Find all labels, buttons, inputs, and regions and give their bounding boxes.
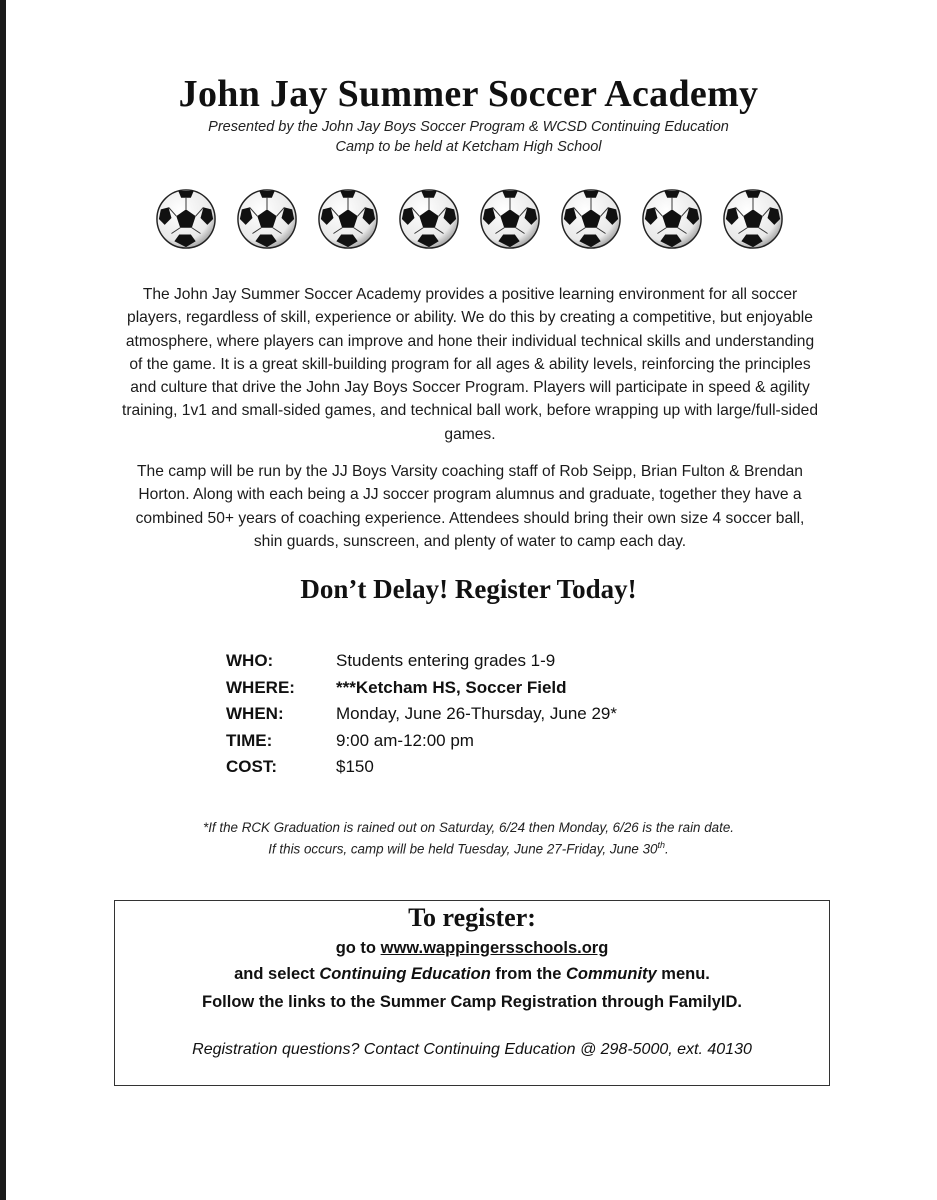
soccer-ball-icon — [317, 188, 379, 250]
details-row-who — [226, 648, 617, 675]
soccer-ball-icon — [560, 188, 622, 250]
menu-line-text: menu. — [656, 965, 710, 983]
rain-date-note: *If the RCK Graduation is rained out on Saturday, 6/24 then Monday, 6/26 is the rain date. — [203, 820, 734, 835]
location-line: Camp to be held at Ketcham High School — [335, 139, 602, 155]
go-to-text: go to — [335, 939, 377, 957]
intro-paragraph: The John Jay Summer Soccer Academy provides a positive learning environment for all soccer players, regardless of skill, experience or ability. We do this by creating a competitive, but enjoyable atmosphere, where players can improve and hone their individual technical skills and understanding of the game. It is a great skill-building program for all ages & ability levels, reinforcing the principles and culture that drive the John Jay Boys Soccer Program. Players will participate in speed & agility training, 1v1 and small-sided games, and technical ball work, before wrapping up with large/full-sided games. — [121, 286, 819, 443]
soccer-ball-row — [155, 188, 795, 252]
menu-line-text: from the — [490, 965, 566, 983]
detail-label: TIME: — [226, 730, 273, 750]
detail-value: Monday, June 26-Thursday, June 29* — [336, 704, 617, 723]
detail-label: WHERE: — [226, 677, 295, 697]
registration-title: To register: — [408, 903, 536, 932]
soccer-ball-icon — [236, 188, 298, 250]
rain-date-alternate-text: If this occurs, camp will be held Tuesday, June 27-Friday, June 30 — [268, 841, 658, 857]
ordinal-suffix: th — [657, 840, 666, 850]
menu-line-text: and select — [234, 965, 320, 983]
registration-menu-line — [115, 965, 829, 984]
detail-label: COST: — [226, 757, 277, 776]
soccer-ball-icon — [398, 188, 460, 250]
community-menu-text: Community — [565, 965, 657, 983]
presented-by-line: Presented by the John Jay Boys Soccer Program & WCSD Continuing Education — [208, 119, 729, 135]
soccer-ball-icon — [722, 188, 784, 250]
details-row-cost — [226, 754, 617, 781]
rain-date-alternate — [0, 840, 937, 856]
registration-box — [114, 900, 830, 1086]
details-row-when — [226, 701, 617, 728]
registration-link[interactable]: www.wappingersschools.org — [380, 939, 609, 957]
detail-label: WHEN: — [226, 704, 284, 723]
detail-label: WHO: — [226, 651, 274, 670]
call-to-action-heading: Don’t Delay! Register Today! — [300, 574, 637, 604]
detail-value: 9:00 am-12:00 pm — [336, 730, 474, 750]
details-row-time — [226, 728, 617, 755]
detail-value: ***Ketcham HS, Soccer Field — [336, 677, 567, 697]
registration-contact-line: Registration questions? Contact Continuing Education @ 298-5000, ext. 40130 — [192, 1041, 752, 1058]
detail-value: Students entering grades 1-9 — [336, 651, 556, 670]
continuing-education-text: Continuing Education — [319, 965, 491, 983]
soccer-ball-icon — [641, 188, 703, 250]
period: . — [665, 841, 669, 857]
coaching-staff-paragraph: The camp will be run by the JJ Boys Varsity coaching staff of Rob Seipp, Brian Fulton & Brendan Horton. Along with each being a JJ soccer program alumnus and graduate, together they have a combined 50+ years of coaching experience. Attendees should bring their own size 4 soccer ball, shin guards, sunscreen, and plenty of water to camp each day. — [135, 463, 805, 550]
camp-details — [226, 648, 617, 781]
flyer-title: John Jay Summer Soccer Academy — [178, 73, 759, 115]
registration-url-line — [115, 939, 829, 958]
soccer-ball-icon — [155, 188, 217, 250]
registration-familyid-line: Follow the links to the Summer Camp Registration through FamilyID. — [202, 993, 742, 1011]
soccer-ball-icon — [479, 188, 541, 250]
details-row-where — [226, 675, 617, 702]
detail-value: $150 — [336, 757, 374, 776]
